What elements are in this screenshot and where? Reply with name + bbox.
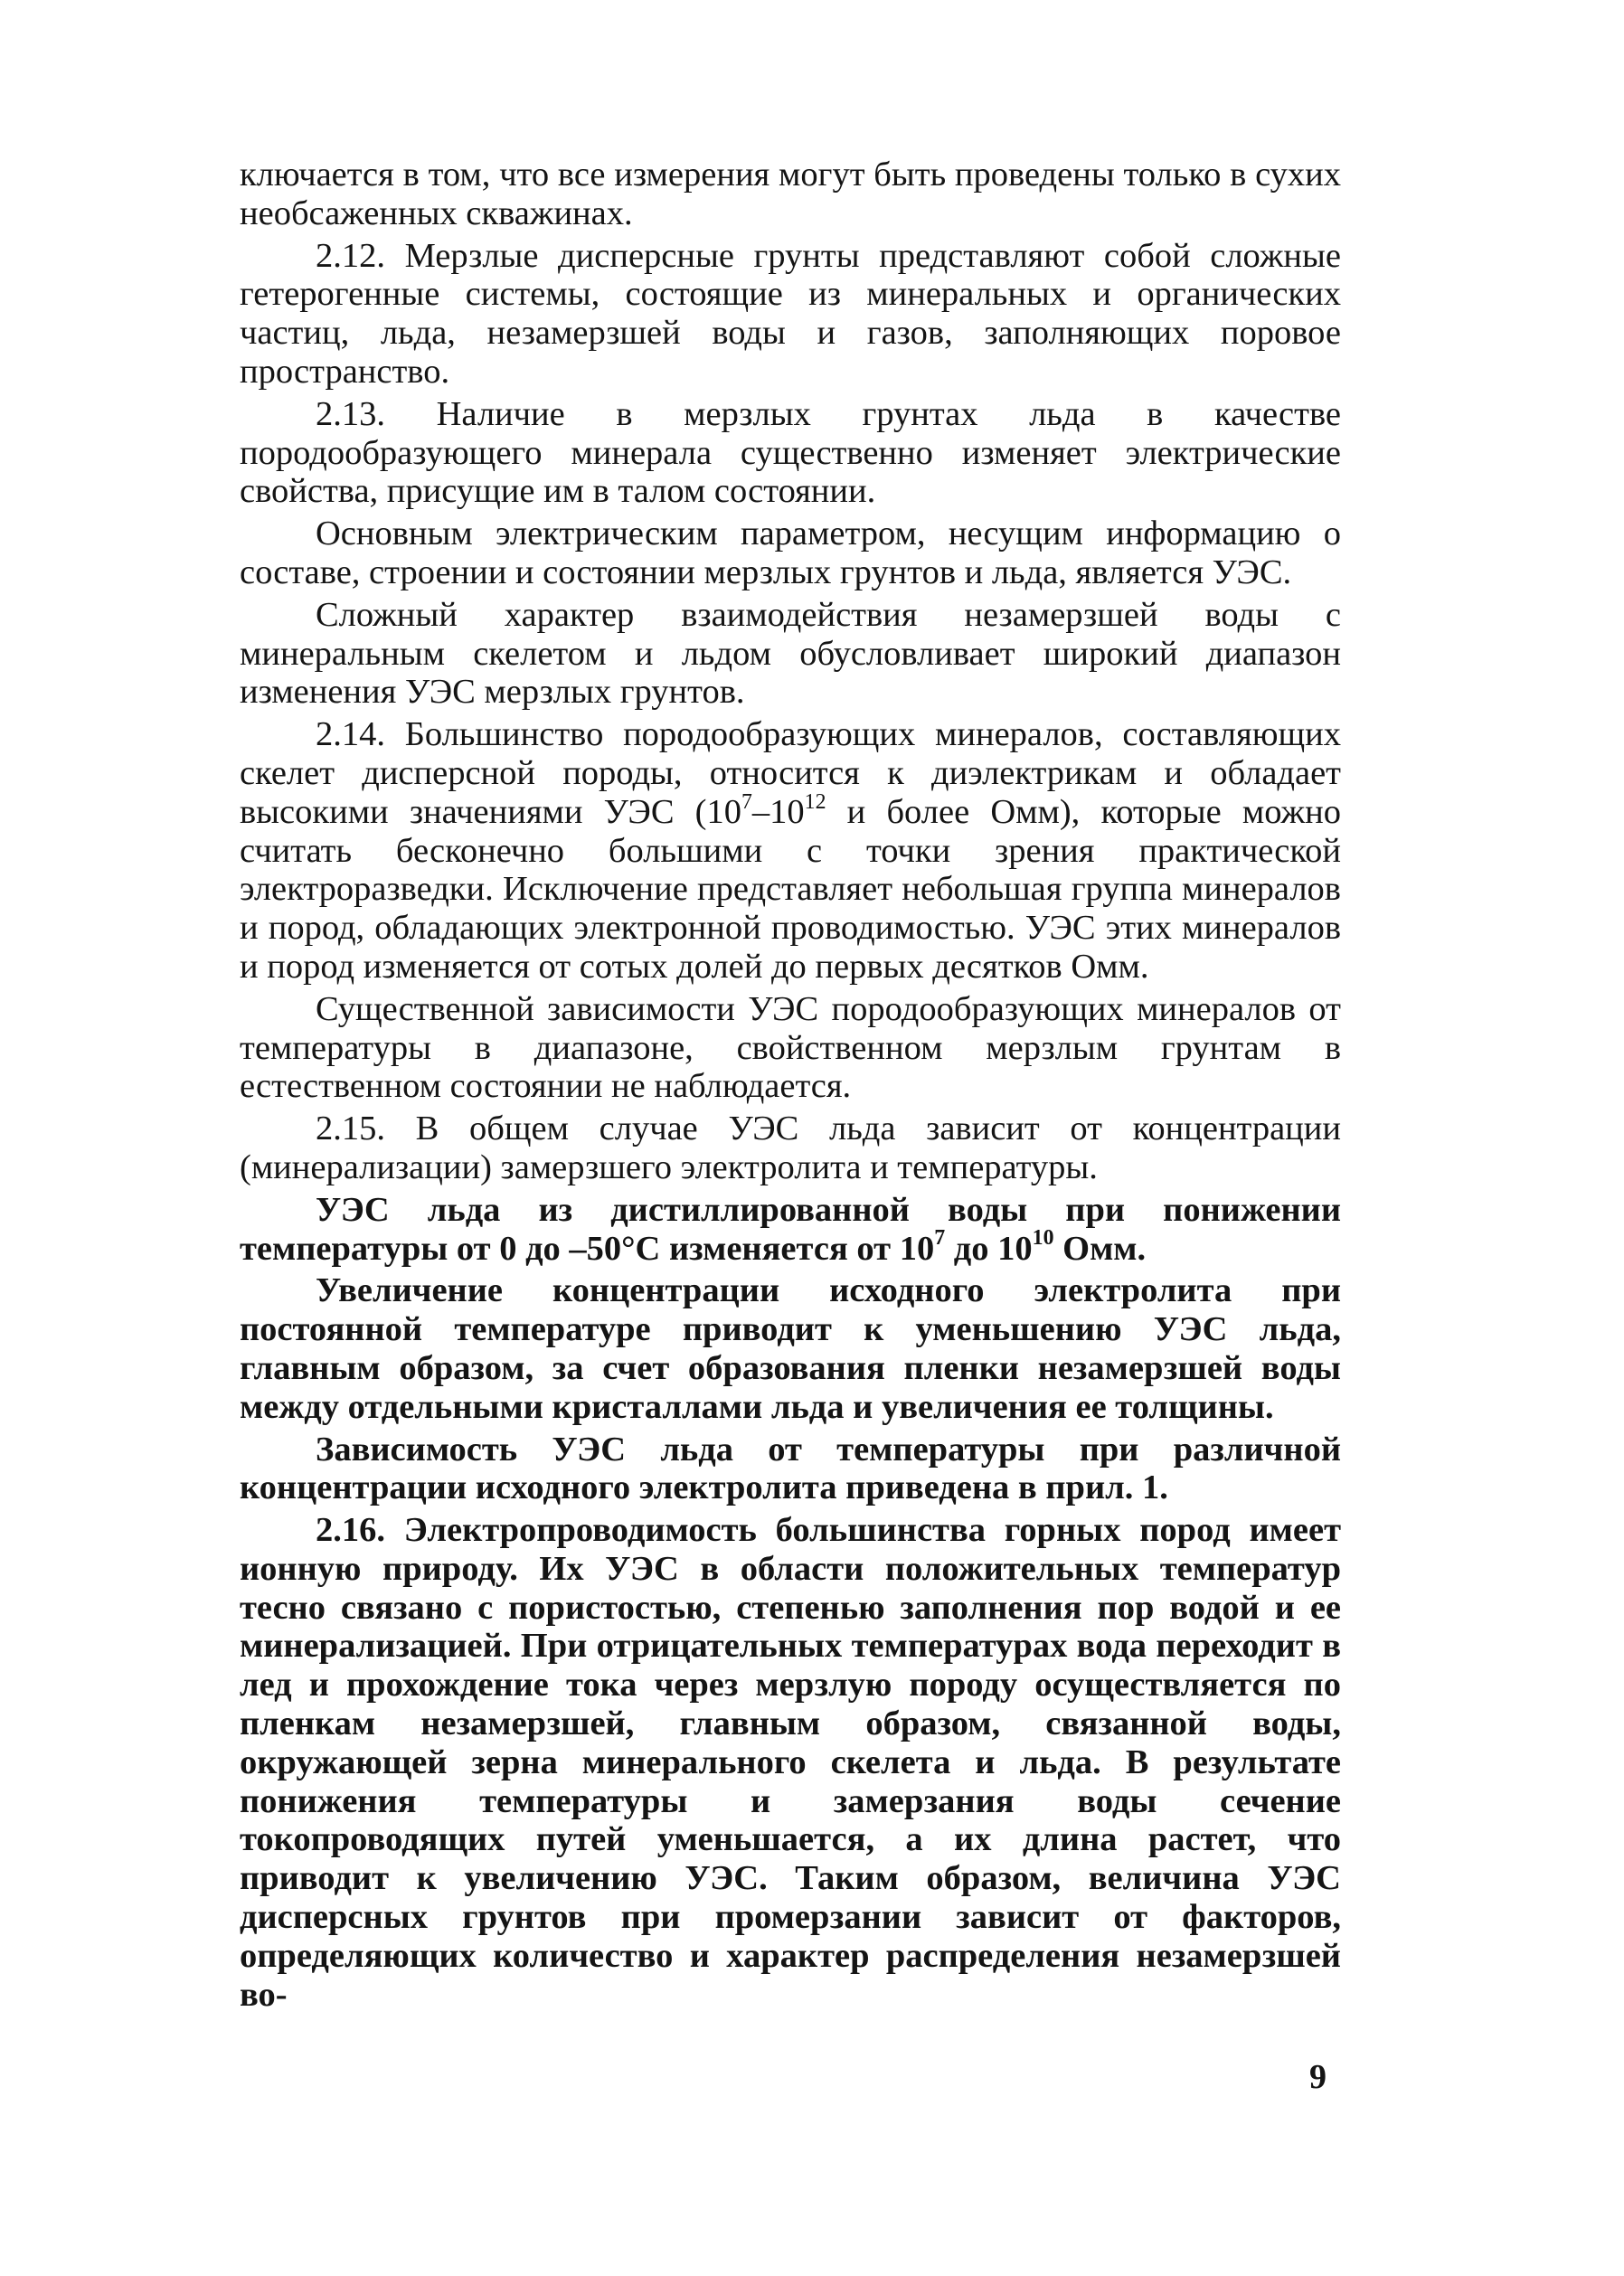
text-run: –10 bbox=[751, 792, 805, 831]
paragraph-interaction: Сложный характер взаимодействия незамерзшей воды с минеральным скелетом и льдом обусловливает широкий диапазон изменения УЭС мерзлых грунтов. bbox=[240, 595, 1341, 712]
text-run: до 10 bbox=[945, 1229, 1033, 1268]
paragraph-2-13: 2.13. Наличие в мерзлых грунтах льда в качестве породообразующего минерала существенно изменяет электрические свойства, присущие им в талом состоянии. bbox=[240, 394, 1341, 511]
paragraph-2-16: 2.16. Электропроводимость большинства горных пород имеет ионную природу. Их УЭС в области положительных температур тесно связано с пористостью, степенью заполнения пор водой и ее минерализацией. При отрицательных температурах вода переходит в лед и прохождение тока через мерзлую породу осуществляется по пленкам незамерзшей, главным образом, связанной воды, окружающей зерна минерального скелета и льда. В результате понижения температуры и замерзания воды сечение токопроводящих путей уменьшается, а их длина растет, что приводит к увеличению УЭС. Таким образом, величина УЭС дисперсных грунтов при промерзании зависит от факторов, определяющих количество и характер распределения незамерзшей во- bbox=[240, 1511, 1341, 2014]
paragraph-2-14 bbox=[240, 715, 1341, 987]
paragraph-appendix-ref: Зависимость УЭС льда от температуры при различной концентрации исходного электролита приведена в прил. 1. bbox=[240, 1430, 1341, 1507]
text-run: УЭС льда из дистиллированной воды при понижении температуры от 0 до –50°C изменяется от 10 bbox=[240, 1190, 1341, 1268]
paragraph-main-parameter: Основным электрическим параметром, несущим информацию о составе, строении и состоянии мерзлых грунтов и льда, является УЭС. bbox=[240, 515, 1341, 591]
superscript: 12 bbox=[804, 789, 826, 814]
text-run: Омм. bbox=[1053, 1229, 1147, 1268]
text-run: и более Омм), которые можно считать бесконечно большими с точки зрения практической электроразведки. Исключение представляет небольшая группа минералов и пород, обладающих электронной проводимостью. УЭС этих минералов и пород изменяется от сотых долей до первых десятков Омм. bbox=[240, 792, 1341, 986]
paragraph-2-15: 2.15. В общем случае УЭС льда зависит от концентрации (минерализации) замерзшего электролита и температуры. bbox=[240, 1110, 1341, 1186]
paragraph-2-12: 2.12. Мерзлые дисперсные грунты представляют собой сложные гетерогенные системы, состоящие из минеральных и органических частиц, льда, незамерзшей воды и газов, заполняющих поровое пространство. bbox=[240, 236, 1341, 391]
superscript: 10 bbox=[1032, 1226, 1054, 1251]
page-number: 9 bbox=[1309, 2058, 1327, 2096]
paragraph-continuation: ключается в том, что все измерения могут быть проведены только в сухих необсаженных скважинах. bbox=[240, 156, 1341, 232]
paragraph-concentration: Увеличение концентрации исходного электролита при постоянной температуре приводит к уменьшению УЭС льда, главным образом, за счет образования пленки незамерзшей воды между отдельными кристаллами льда и увеличения ее толщины. bbox=[240, 1271, 1341, 1426]
superscript: 7 bbox=[934, 1226, 946, 1251]
text-run: 2.14. Большинство породообразующих минералов, составляющих скелет дисперсной породы, относится к диэлектрикам и обладает высокими значениями УЭС (10 bbox=[240, 715, 1341, 831]
superscript: 7 bbox=[741, 789, 752, 814]
body-text bbox=[240, 156, 1341, 2017]
paragraph-temperature-dependence: Существенной зависимости УЭС породообразующих минералов от температуры в диапазоне, свойственном мерзлым грунтам в естественном состоянии не наблюдается. bbox=[240, 989, 1341, 1106]
paragraph-distilled-ice bbox=[240, 1191, 1341, 1269]
